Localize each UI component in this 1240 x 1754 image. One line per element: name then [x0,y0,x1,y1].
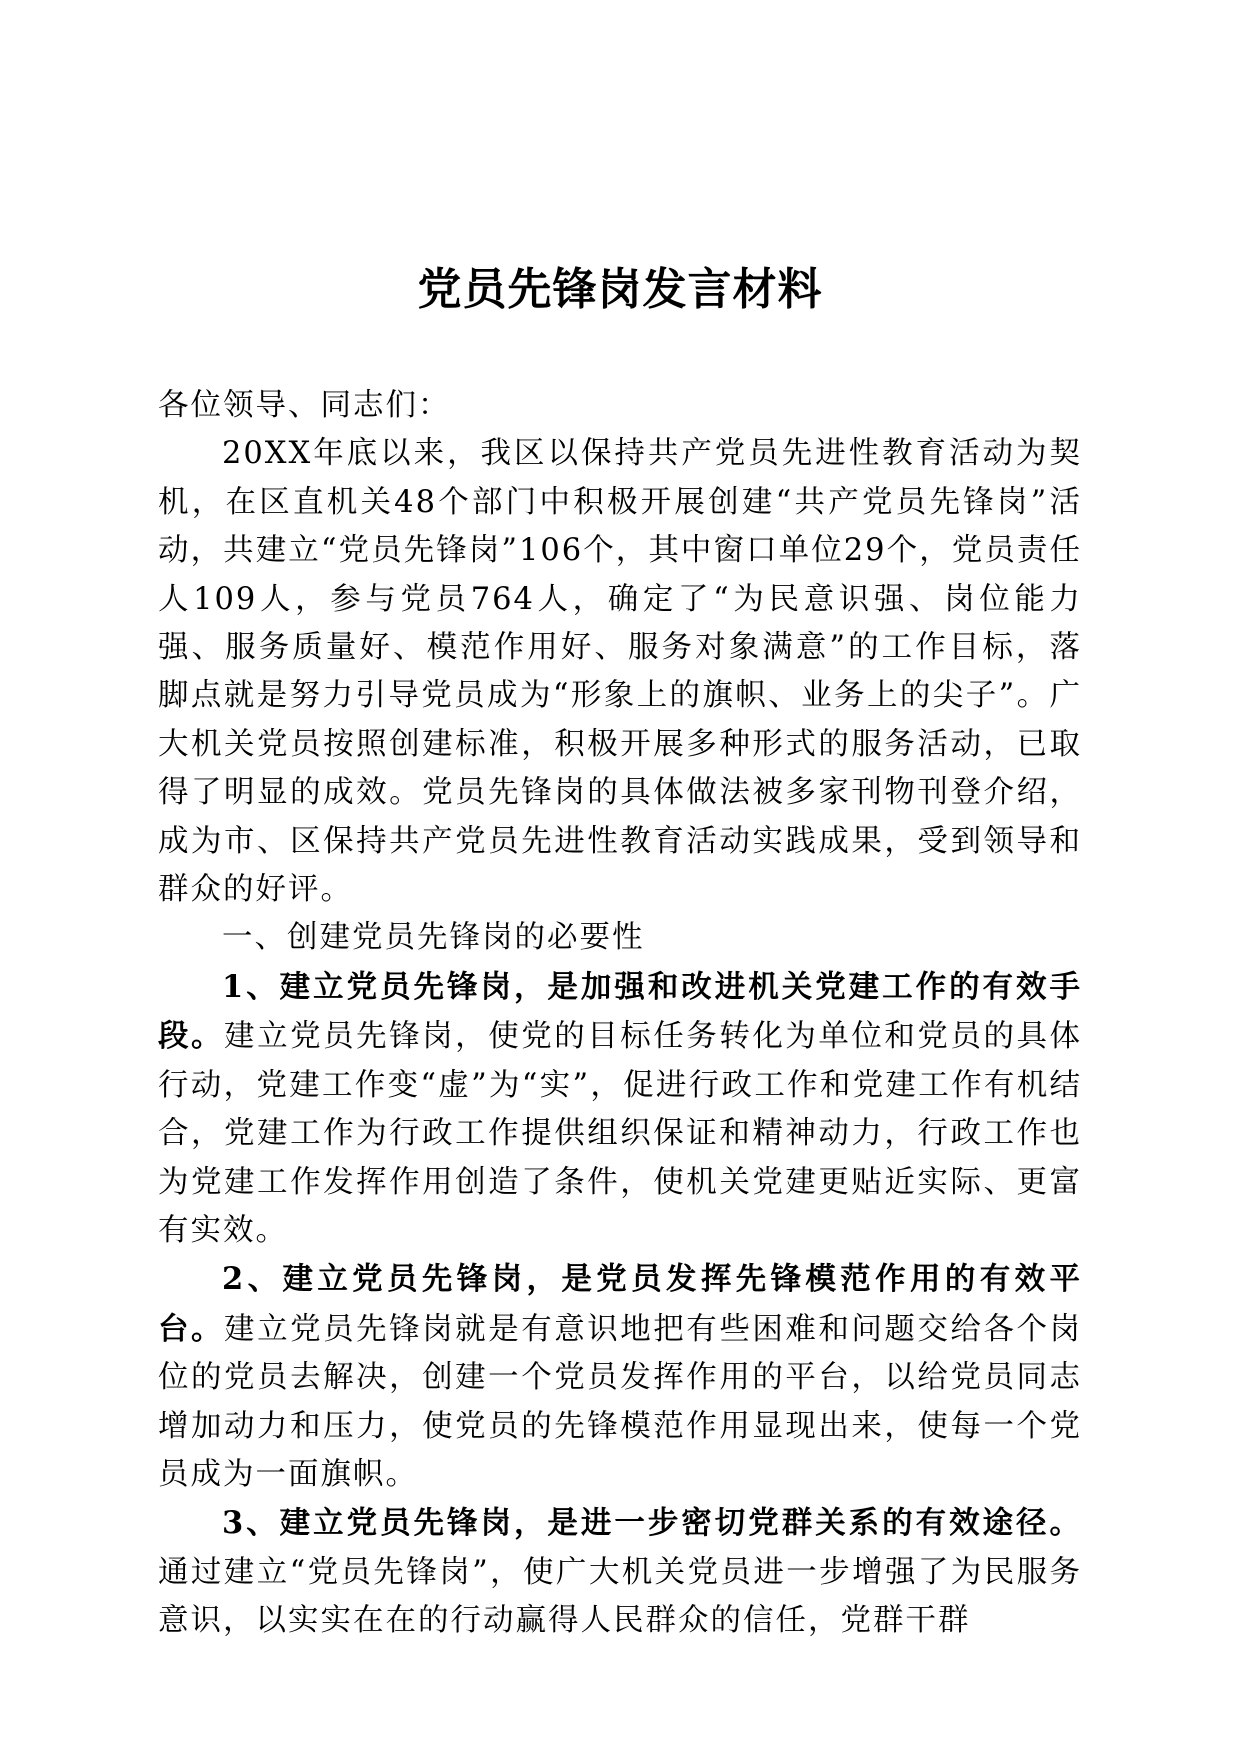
section-heading: 一、创建党员先锋岗的必要性 [222,920,645,956]
salutation: 各位领导、同志们： [158,388,451,423]
point-text: 通过建立“党员先锋岗”，使广大机关党员进一步增强了为民服务意识，以实实在在的行动赢得人民群众的信任，党群干群 [158,1554,1082,1639]
point-paragraph-3 [158,1499,1082,1645]
point-text: 建立党员先锋岗就是有意识地把有些困难和问题交给各个岗位的党员去解决，创建一个党员发挥作用的平台，以给党员同志增加动力和压力，使党员的先锋模范作用显现出来，使每一个党员成为一面旗帜。 [158,1311,1083,1492]
point-text: 建立党员先锋岗，使党的目标任务转化为单位和党员的具体行动，党建工作变“虚”为“实”，促进行政工作和党建工作有机结合，党建工作为行政工作提供组织保证和精神动力，行政工作也为党建工作发挥作用创造了条件，使机关党建更贴近实际、更富有实效。 [158,1019,1083,1248]
point-lead: 2、建立党员先锋岗，是党员发挥先锋模范作用的有效平台。 [158,1261,1082,1347]
point-paragraph-2 [158,1255,1082,1499]
point-paragraph-1 [158,963,1082,1255]
intro-paragraph: 20XX年底以来，我区以保持共产党员先进性教育活动为契机，在区直机关48个部门中积极开展创建“共产党员先锋岗”活动，共建立“党员先锋岗”106个，其中窗口单位29个，党员责任人109人，参与党员764人，确定了“为民意识强、岗位能力强、服务质量好、模范作用好、服务对象满意”的工作目标，落脚点就是努力引导党员成为“形象上的旗帜、业务上的尖子”。广大机关党员按照创建标准，积极开展多种形式的服务活动，已取得了明显的成效。党员先锋岗的具体做法被多家刊物刊登介绍，成为市、区保持共产党员先进性教育活动实践成果，受到领导和群众的好评。 [158,436,1082,908]
document-body [158,382,1082,1646]
document-title: 党员先锋岗发言材料 [417,264,823,315]
point-lead: 1、建立党员先锋岗，是加强和改进机关党建工作的有效手段。 [158,968,1082,1055]
point-lead: 3、建立党员先锋岗，是进一步密切党群关系的有效途径。 [222,1505,1082,1542]
